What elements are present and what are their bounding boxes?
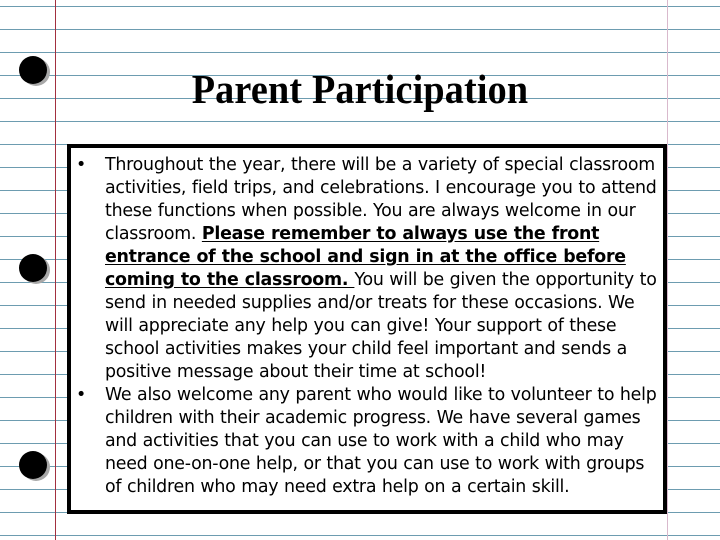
- ruled-line: [0, 121, 720, 122]
- text-run: You will be given the opportunity to send in needed supplies and/or treats for these occasions. We will appreciate any help you can give! Your support of these school activities makes your child feel important and sends a positive message about their time at school!: [105, 270, 657, 382]
- ruled-line: [0, 52, 720, 53]
- ruled-line: [0, 29, 720, 30]
- text-run: We also welcome any parent who would like to volunteer to help children with their academic progress. We have several games and activities that you can use to work with a child who may need one-on-one help, or that you can use to work with groups of children who may need extra help on a certain skill.: [105, 385, 657, 497]
- hole-punch-icon: [19, 451, 47, 479]
- bullet-item: [71, 384, 657, 499]
- hole-punch-icon: [19, 254, 47, 282]
- bullet-marker-icon: •: [76, 155, 87, 175]
- ruled-line: [0, 535, 720, 536]
- ruled-line: [0, 6, 720, 7]
- page-title: Parent Participation: [191, 66, 529, 112]
- content-text-box: [67, 144, 667, 514]
- text-run: Throughout the year, there will be a variety of special classroom activities, field trips, and celebrations. I encourage you to attend these functions when possible. You are always welcome in our classroom.: [105, 155, 657, 244]
- bullet-item: [71, 154, 657, 384]
- emphasized-text-run: Please remember to always use the front entrance of the school and sign in at the office before coming to the classroom.: [105, 224, 626, 290]
- bullet-marker-icon: •: [76, 385, 87, 405]
- bullet-list: [71, 148, 663, 499]
